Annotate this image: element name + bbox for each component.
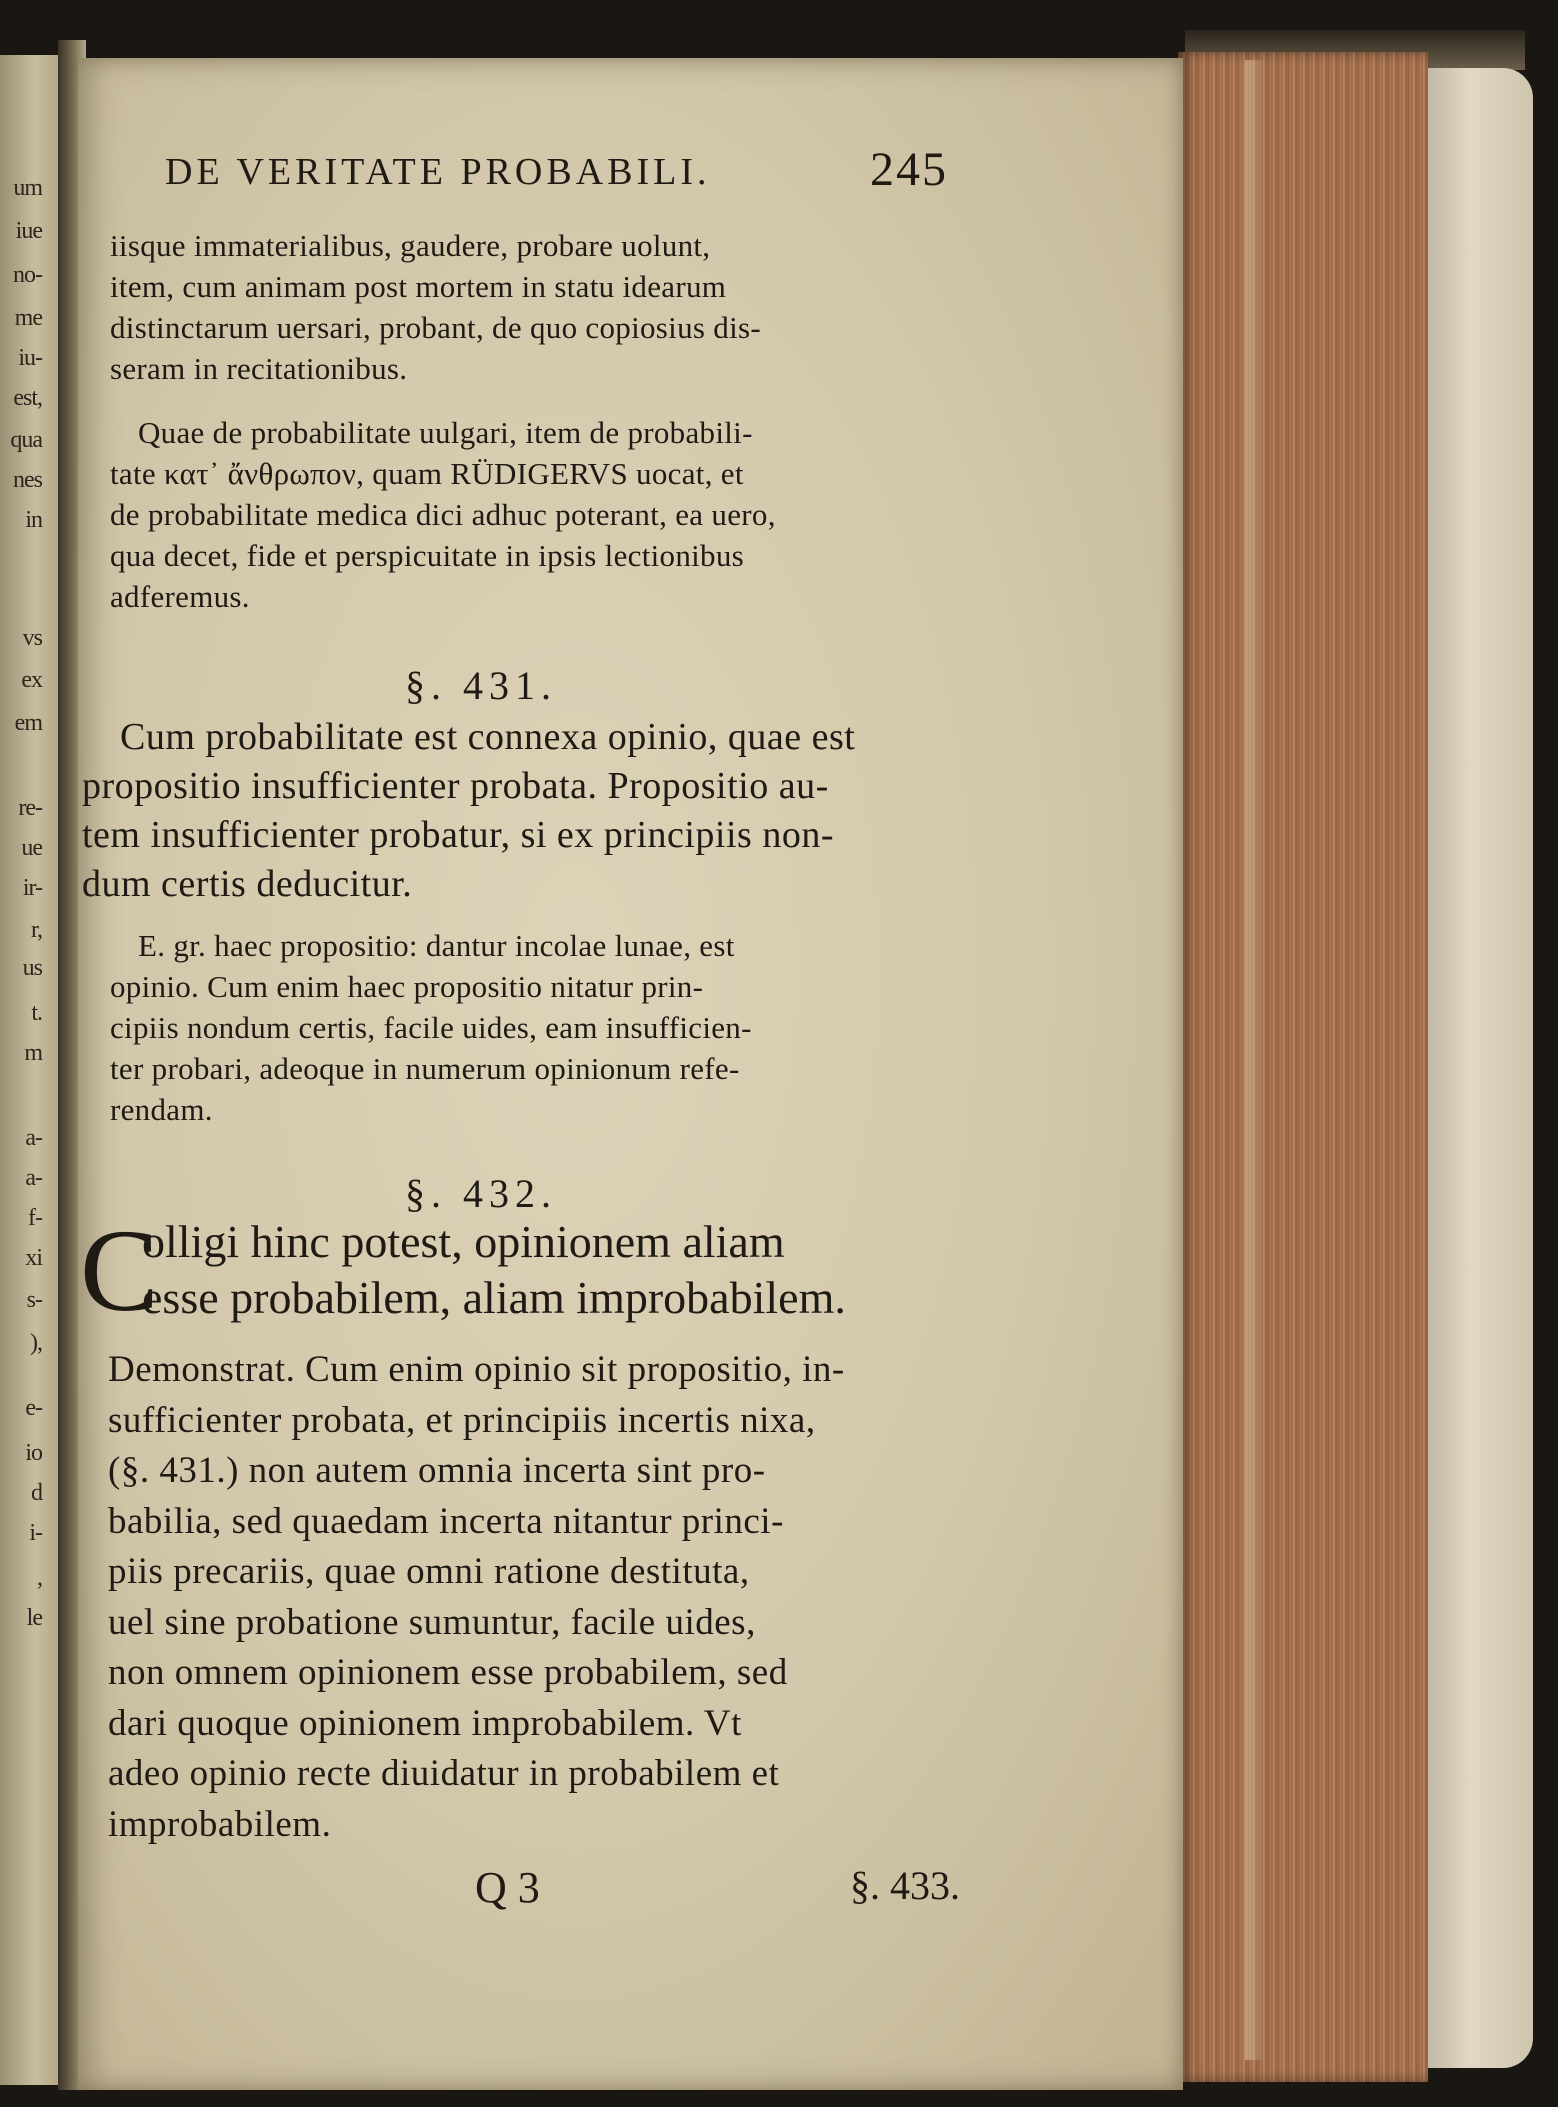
page-number: 245 xyxy=(870,143,948,196)
text-line: tate κατ᾽ ἄνθρωπον, quam RÜDIGERVS uocat, et xyxy=(110,456,744,491)
facing-page-text-fragment: io xyxy=(25,1440,42,1466)
text-line: E. gr. haec propositio: dantur incolae lunae, est xyxy=(138,928,735,963)
text-line: opinio. Cum enim haec propositio nitatur prin- xyxy=(110,969,704,1004)
text-line: item, cum animam post mortem in statu idearum xyxy=(110,269,727,304)
facing-page-text-fragment: ex xyxy=(21,667,42,693)
facing-page-text-fragment: ir- xyxy=(22,875,42,901)
theorem-432 xyxy=(80,1205,1000,1336)
facing-page-text-fragment: no- xyxy=(13,262,42,288)
text-line: adeo opinio recte diuidatur in probabilem et xyxy=(108,1753,780,1794)
facing-page-text-fragment: , xyxy=(37,1565,42,1591)
facing-page-text-fragment: em xyxy=(14,710,42,736)
facing-page-text-fragment: re- xyxy=(18,795,42,821)
text-line: iisque immaterialibus, gaudere, probare uolunt, xyxy=(110,228,711,263)
text-line: dum certis deducitur. xyxy=(82,863,413,905)
facing-page-text-fragment: vs xyxy=(22,625,42,651)
facing-page-text-fragment: me xyxy=(14,305,42,331)
text-line: olligi hinc potest, opinionem aliam xyxy=(142,1216,785,1267)
facing-page-text-fragment: f- xyxy=(28,1205,42,1231)
example-431 xyxy=(110,925,970,1130)
facing-page-text-fragment: xi xyxy=(25,1245,42,1271)
drop-cap: C xyxy=(80,1205,159,1336)
facing-page-text-fragment: iu- xyxy=(18,345,42,371)
paragraph-continuation xyxy=(110,225,970,389)
text-line: piis precariis, quae omni ratione destituta, xyxy=(108,1551,750,1592)
text-line: Cum probabilitate est connexa opinio, quae est xyxy=(120,716,856,758)
facing-page-fragment xyxy=(0,55,58,2085)
text-line: esse probabilem, aliam improbabilem. xyxy=(142,1272,846,1323)
running-head-title: DE VERITATE PROBABILI. xyxy=(165,151,711,193)
facing-page-text-fragment: t. xyxy=(31,1000,42,1026)
facing-page-text-fragment: est, xyxy=(13,385,42,411)
text-line: (§. 431.) non autem omnia incerta sint pro- xyxy=(108,1450,766,1491)
text-line: de probabilitate medica dici adhuc poterant, ea uero, xyxy=(110,497,776,532)
text-line: improbabilem. xyxy=(108,1803,332,1845)
text-line: seram in recitationibus. xyxy=(110,351,408,386)
text-line: qua decet, fide et perspicuitate in ipsis lectionibus xyxy=(110,538,744,573)
fore-edge-highlight xyxy=(1245,60,1265,2060)
signature-mark: Q 3 xyxy=(475,1863,540,1912)
facing-page-text-fragment: ), xyxy=(30,1330,42,1356)
text-line: ter probari, adeoque in numerum opinionum refe- xyxy=(110,1051,740,1086)
definition-431 xyxy=(82,713,972,909)
text-line: sufficienter probata, et principiis incertis nixa, xyxy=(108,1399,816,1441)
facing-page-text-fragment: e- xyxy=(25,1395,42,1421)
facing-page-text-fragment: le xyxy=(26,1605,42,1631)
paragraph-note xyxy=(110,412,970,617)
book-cover xyxy=(1428,68,1533,2068)
facing-page-text-fragment: s- xyxy=(26,1287,42,1313)
text-line: adferemus. xyxy=(110,579,250,614)
text-line: cipiis nondum certis, facile uides, eam insufficien- xyxy=(110,1010,752,1045)
facing-page-text-fragment: a- xyxy=(25,1125,42,1151)
facing-page-text-fragment: qua xyxy=(10,427,42,453)
facing-page-text-fragment: um xyxy=(13,175,42,201)
facing-page-text-fragment: ue xyxy=(21,835,42,861)
section-heading-431: §. 431. xyxy=(405,663,557,708)
text-line: Quae de probabilitate uulgari, item de probabili- xyxy=(138,415,753,450)
text-line: propositio insufficienter probata. Propositio au- xyxy=(82,765,829,807)
text-line: uel sine probatione sumuntur, facile uides, xyxy=(108,1601,756,1643)
text-line: babilia, sed quaedam incerta nitantur princi- xyxy=(108,1500,784,1542)
facing-page-text-fragment: in xyxy=(25,507,42,533)
facing-page-text-fragment: iue xyxy=(15,218,42,244)
facing-page-text-fragment: nes xyxy=(13,467,42,493)
text-line: rendam. xyxy=(110,1092,213,1127)
facing-page-text-fragment: us xyxy=(22,955,42,981)
text-line: dari quoque opinionem improbabilem. Vt xyxy=(108,1702,742,1744)
facing-page-text-fragment: d xyxy=(31,1480,42,1506)
facing-page-text-fragment: a- xyxy=(25,1165,42,1191)
running-head xyxy=(165,143,1015,196)
proof-432 xyxy=(108,1345,998,1850)
text-line: distinctarum uersari, probant, de quo copiosius dis- xyxy=(110,310,761,345)
text-line: Demonstrat. Cum enim opinio sit propositio, in- xyxy=(108,1349,845,1390)
page-fore-edge xyxy=(1178,52,1428,2082)
text-line: tem insufficienter probatur, si ex principiis non- xyxy=(82,814,834,856)
facing-page-text-fragment: i- xyxy=(29,1520,42,1546)
text-line: non omnem opinionem esse probabilem, sed xyxy=(108,1652,788,1693)
facing-page-text-fragment: m xyxy=(24,1040,42,1066)
catchword: §. 433. xyxy=(850,1863,960,1908)
section-heading-432: §. 432. xyxy=(405,1171,557,1216)
facing-page-text-fragment: r, xyxy=(30,917,42,943)
